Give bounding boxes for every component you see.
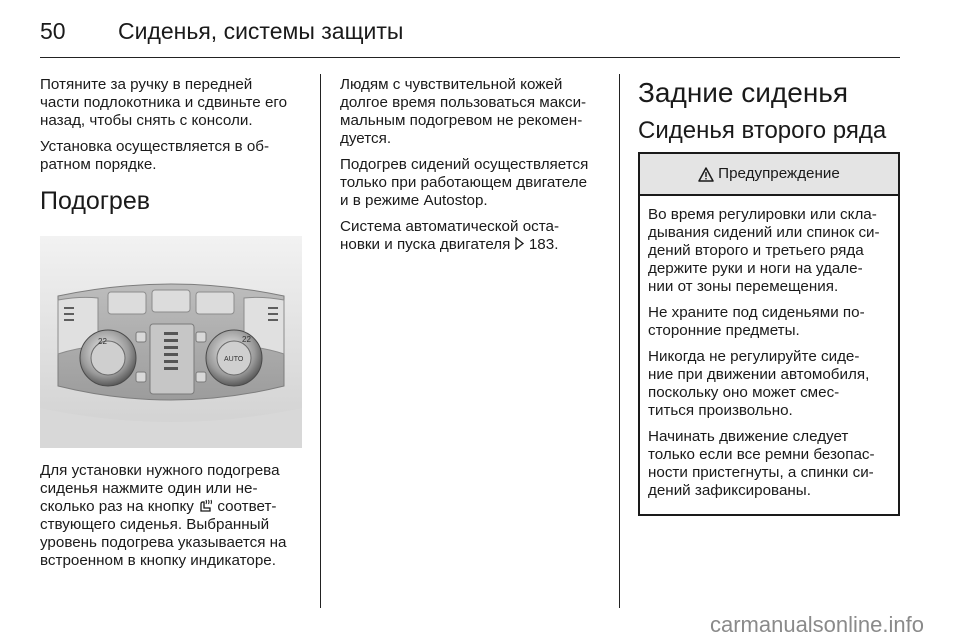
column-3 — [638, 76, 900, 516]
autostop-paragraph: Система автоматической оста- новки и пуска двигателя 183. — [340, 218, 560, 253]
svg-text:22: 22 — [242, 335, 251, 344]
column-divider-1 — [320, 74, 321, 608]
page-header — [40, 14, 900, 48]
heating-caption: Для установки нужного подогрева сиденья нажмите один или не- сколько раз на кнопку соответ- ствующего сиденья. Выбранный уровень подогрева указывается на встроенном в кнопку индикаторе. — [40, 462, 287, 569]
page-title: Сиденья, системы защиты — [118, 17, 404, 44]
column-2 — [340, 76, 605, 262]
rear-seats-heading: Задние сиденья — [638, 77, 849, 108]
seat-heating-icon — [198, 499, 213, 513]
warning-paragraph: Начинать движение следует только если все ремни безопас- ности пристегнуты, а спинки си- дений зафиксированы. — [648, 428, 875, 499]
warning-triangle-icon — [698, 167, 714, 182]
install-paragraph: Установка осуществляется в об- ратном порядке. — [40, 138, 270, 173]
sensitive-skin-paragraph: Людям с чувствительной кожей долгое время пользоваться макси- мальным подогревом не рекомен- дуется. — [340, 76, 587, 147]
intro-paragraph: Потяните за ручку в передней части подлокотника и сдвиньте его назад, чтобы снять с консоли. — [40, 76, 288, 129]
second-row-heading: Сиденья второго ряда — [638, 117, 887, 144]
warning-body — [640, 196, 898, 514]
page-reference-link[interactable]: 183. — [528, 236, 559, 253]
page-reference-icon[interactable] — [515, 237, 525, 250]
warning-paragraph: Никогда не регулируйте сиде- ние при движении автомобиля, поскольку оно может смес- титься произвольно. — [648, 348, 870, 419]
engine-running-paragraph: Подогрев сидений осуществляется только при работающем двигателе и в режиме Autostop. — [340, 156, 589, 209]
warning-paragraph: Во время регулировки или скла- дывания сидений или спинок си- дений второго и третьего ряда держите руки и ноги на удале- нии от зоны перемещения. — [648, 206, 880, 295]
header-rule — [40, 57, 900, 58]
column-1 — [40, 76, 308, 578]
svg-text:AUTO: AUTO — [224, 356, 244, 363]
warning-header — [640, 154, 898, 196]
heating-heading: Подогрев — [40, 187, 151, 215]
column-divider-2 — [619, 74, 620, 608]
warning-box — [638, 152, 900, 516]
climate-control-panel-photo — [40, 236, 302, 448]
svg-text:22: 22 — [98, 337, 107, 346]
watermark: carmanualsonline.info — [709, 612, 924, 637]
warning-paragraph: Не храните под сиденьями по- сторонние предметы. — [648, 304, 865, 339]
page-number: 50 — [40, 17, 66, 44]
warning-heading: Предупреждение — [718, 165, 840, 182]
